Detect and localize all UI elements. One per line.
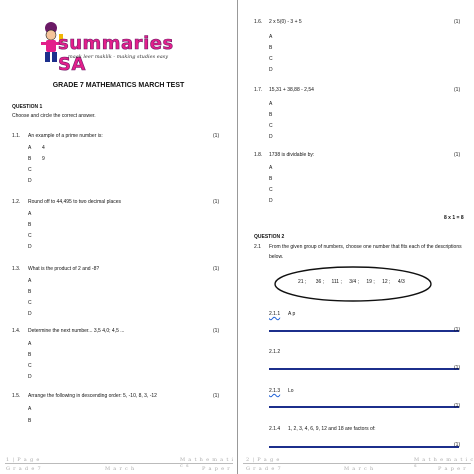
item-number: 1.4. bbox=[12, 328, 21, 334]
option-label: C bbox=[269, 123, 273, 129]
item-number: 1.2. bbox=[12, 199, 21, 205]
option-label: B bbox=[269, 176, 273, 182]
footer-subject: M a t h e m a t i c s bbox=[414, 457, 474, 469]
option-label: B bbox=[28, 352, 32, 358]
item-question: 2 x 5(0) - 3 + 5 bbox=[269, 19, 302, 25]
item-mark: (1) bbox=[454, 365, 461, 371]
option-label: C bbox=[28, 167, 32, 173]
sub-item-text: 1, 2, 3, 4, 6, 9, 12 and 18 are factors of: bbox=[288, 426, 376, 432]
group-number: 12 bbox=[382, 279, 388, 285]
option-label: D bbox=[269, 67, 273, 73]
group-number: 19 bbox=[366, 279, 372, 285]
option-label: D bbox=[28, 178, 32, 184]
item-question: 1738 is dividable by: bbox=[269, 152, 315, 158]
answer-line[interactable] bbox=[269, 330, 459, 332]
question-1-heading: QUESTION 1 bbox=[12, 104, 43, 110]
logo-brand: summaries SA bbox=[58, 33, 174, 75]
item-mark: (1) bbox=[454, 403, 461, 409]
option-label: A bbox=[269, 101, 273, 107]
group-number: 111 bbox=[331, 279, 340, 285]
summaries-sa-logo bbox=[36, 20, 206, 75]
sub-item-text: Lo bbox=[288, 388, 294, 394]
option-label: A bbox=[28, 145, 32, 151]
footer-month: M a r c h bbox=[105, 466, 136, 472]
item-number: 1.3. bbox=[12, 266, 21, 272]
group-number: 4/3 bbox=[397, 279, 405, 285]
option-label: A bbox=[28, 211, 32, 217]
option-label: B bbox=[28, 222, 32, 228]
option-label: D bbox=[269, 198, 273, 204]
item-number: 1.5. bbox=[12, 393, 21, 399]
option-label: B bbox=[28, 156, 32, 162]
item-mark: (1) bbox=[213, 328, 220, 334]
item-question: What is the product of 2 and -8? bbox=[28, 266, 100, 272]
question-2-heading: QUESTION 2 bbox=[254, 234, 285, 240]
sub-item-number: 2.1.4 bbox=[269, 426, 281, 432]
option-label: C bbox=[28, 300, 32, 306]
option-label: B bbox=[28, 418, 32, 424]
footer-page: 2 | P a g e bbox=[246, 457, 281, 463]
item-mark: (1) bbox=[213, 393, 220, 399]
item-question: 15,31 + 38,88 - 2,54 bbox=[269, 87, 314, 93]
option-label: D bbox=[28, 374, 32, 380]
item-number: 1.1. bbox=[12, 133, 21, 139]
question-2-intro-cont: below. bbox=[269, 254, 284, 260]
option-label: D bbox=[269, 134, 273, 140]
option-label: A bbox=[28, 406, 32, 412]
footer-grade: G r a d e 7 bbox=[6, 466, 42, 472]
group-number: 3/4 bbox=[349, 279, 357, 285]
option-label: C bbox=[269, 187, 273, 193]
footer-paper: P a p e r bbox=[202, 466, 231, 472]
item-mark: (1) bbox=[454, 19, 461, 25]
item-mark: (1) bbox=[213, 199, 220, 205]
option-label: A bbox=[28, 341, 32, 347]
number-group: 21 ; 36 ; 111 ; 3/4 ; 19 ; 12 ; 4/3 bbox=[298, 279, 405, 285]
question-1-instruction: Choose and circle the correct answer. bbox=[12, 113, 96, 119]
group-number: 21 bbox=[298, 279, 304, 285]
footer-page: 1 | P a g e bbox=[6, 457, 41, 463]
option-value: 4 bbox=[42, 145, 45, 151]
sub-item-number: 2.1.1 bbox=[269, 311, 281, 317]
logo-tagline: maak leer maklik - making studies easy bbox=[68, 54, 169, 60]
answer-line[interactable] bbox=[269, 368, 459, 370]
item-question: Round off to 44,495 to two decimal places bbox=[28, 199, 122, 205]
sub-item-number: 2.1.2 bbox=[269, 349, 281, 355]
option-label: A bbox=[269, 165, 273, 171]
item-number: 1.7. bbox=[254, 87, 263, 93]
item-mark: (1) bbox=[454, 152, 461, 158]
option-label: B bbox=[269, 112, 273, 118]
item-mark: (1) bbox=[213, 133, 220, 139]
option-value: 9 bbox=[42, 156, 45, 162]
question-1-total: 8 x 1 = 8 bbox=[444, 215, 464, 221]
question-2-intro: From the given group of numbers, choose one number that fits each of the descriptions bbox=[269, 244, 462, 250]
sub-item-number: 2.1.3 bbox=[269, 388, 281, 394]
item-number: 1.6. bbox=[254, 19, 263, 25]
footer-subject: M a t h e m a t i c s bbox=[180, 457, 234, 469]
item-question: An example of a prime number is: bbox=[28, 133, 103, 139]
item-question: Arrange the following in descending order: 5, -10, 8, 3, -12 bbox=[28, 393, 157, 399]
footer-month: M a r c h bbox=[344, 466, 375, 472]
page-2 bbox=[238, 0, 474, 474]
item-mark: (1) bbox=[454, 87, 461, 93]
option-label: D bbox=[28, 311, 32, 317]
question-2-number: 2.1 bbox=[254, 244, 261, 250]
answer-line[interactable] bbox=[269, 446, 459, 448]
footer-grade: G r a d e 7 bbox=[246, 466, 282, 472]
group-number: 36 bbox=[315, 279, 322, 285]
item-number: 1.8. bbox=[254, 152, 263, 158]
footer-paper: P a p e r bbox=[438, 466, 467, 472]
option-label: D bbox=[28, 244, 32, 250]
option-label: C bbox=[28, 363, 32, 369]
option-label: A bbox=[269, 34, 273, 40]
page-title: GRADE 7 MATHEMATICS MARCH TEST bbox=[52, 82, 185, 89]
option-label: C bbox=[28, 233, 32, 239]
option-label: B bbox=[269, 45, 273, 51]
item-mark: (1) bbox=[454, 442, 461, 448]
sub-item-text: A p bbox=[288, 311, 296, 317]
option-label: C bbox=[269, 56, 273, 62]
item-mark: (1) bbox=[454, 327, 461, 333]
option-label: A bbox=[28, 278, 32, 284]
item-question: Determine the next number... 3,5 4,0; 4,5 ... bbox=[28, 328, 125, 334]
item-mark: (1) bbox=[213, 266, 220, 272]
option-label: B bbox=[28, 289, 32, 295]
answer-line[interactable] bbox=[269, 406, 459, 408]
